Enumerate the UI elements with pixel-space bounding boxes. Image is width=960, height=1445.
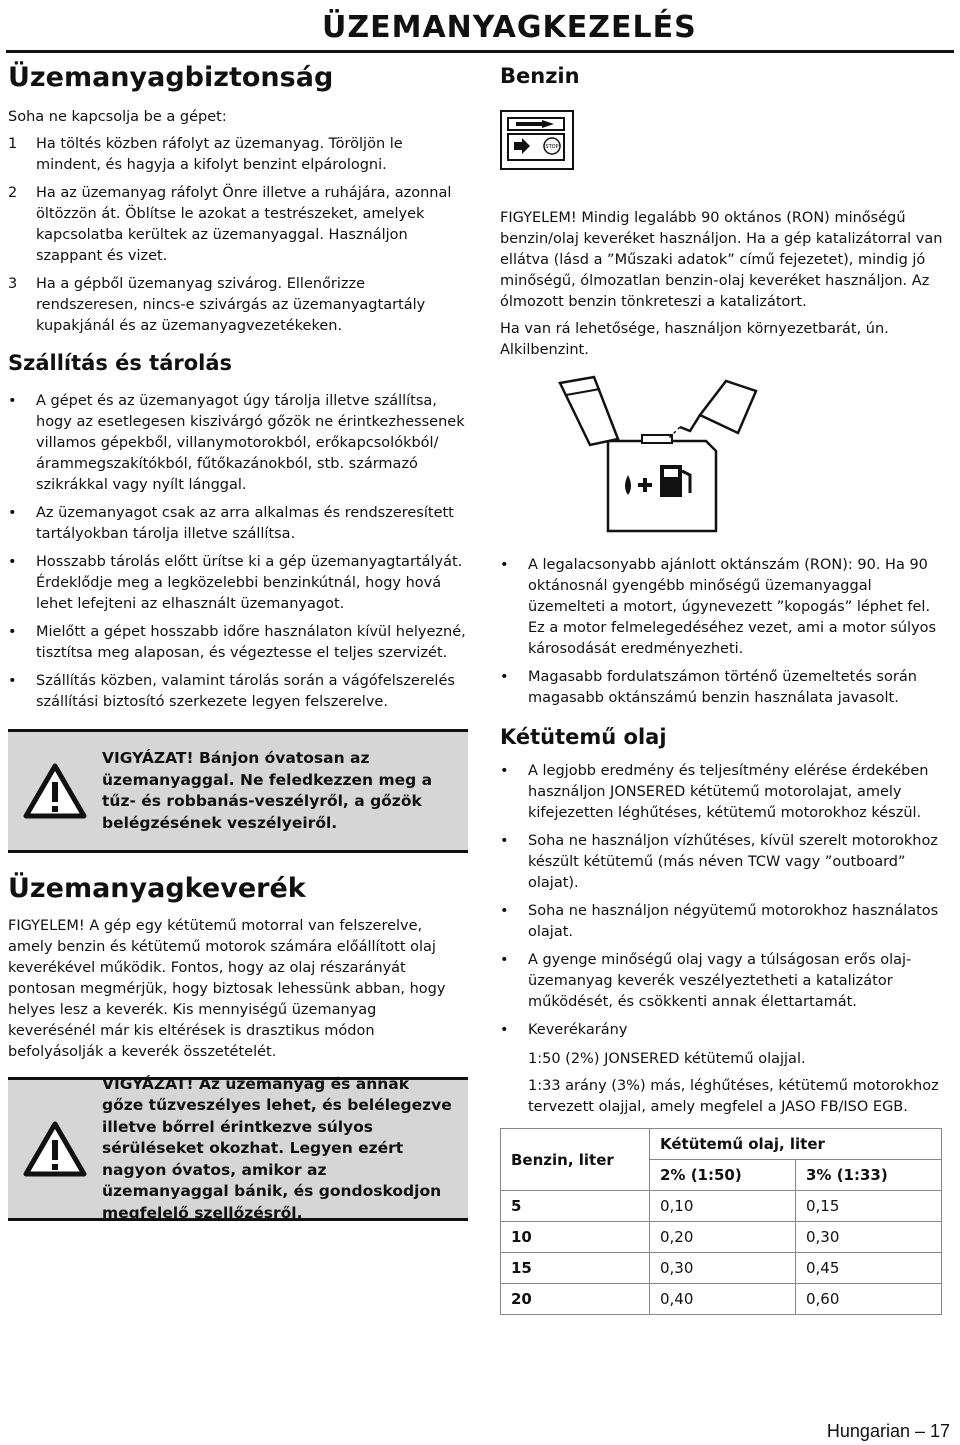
transport-item: • Szállítás közben, valamint tárolás során a vágófelszerelés szállítási biztosító szerkezete legyen felszerelve. [8, 673, 455, 710]
table-header-oil: Kétütemű olaj, liter [650, 1129, 942, 1160]
page-footer: Hungarian – 17 [826, 1421, 950, 1441]
transport-item: • A gépet és az üzemanyagot úgy tárolja illetve szállítsa, hogy az esetlegesen kiszivárgó gőzök ne érintkezhessenek villamos gépekből, villanymotorokból, erőkapcsolókból/ árammegszakítókból, fűtőkazánokból, stb. származó szikrákkal vagy nyílt lánggal. [8, 393, 465, 493]
safety-item: 3 Ha a gépből üzemanyag szivárog. Ellenőrizze rendszeresen, nincs-e szivárgás az üzemanyagtartály kupakjánál és az üzemanyagvezetékeken. [8, 276, 426, 334]
warning-triangle-icon [8, 1120, 102, 1178]
page-header-title: ÜZEMANYAGKEZELÉS [322, 10, 697, 45]
mix-text: FIGYELEM! A gép egy kétütemű motorral van felszerelve, amely benzin és kétütemű motorok számára előállított olaj keverékével működik. Fontos, hogy az olaj részarányát pontosan megmérjük, hogy biztosak lehessünk abban, hogy helyes lesz a keverék. Kis mennyiségű üzemanyag keverésénél már kis eltérések is drasztikus módon befolyásolják a keverék összetételét. [8, 918, 446, 1060]
transport-item: • Mielőtt a gépet hosszabb időre használaton kívül helyezné, tisztítsa meg alaposan, és végeztesse el teljes szervizét. [8, 624, 466, 661]
table-row: 15 0,30 0,45 [501, 1253, 942, 1284]
table-header-row [501, 1129, 942, 1160]
table-row: 5 0,10 0,15 [501, 1191, 942, 1222]
benzin-alkylate: Ha van rá lehetősége, használjon környezetbarát, ún. Alkilbenzint. [500, 321, 889, 358]
oil-bullet: • A gyenge minőségű olaj vagy a túlságosan erős olaj-üzemanyag keverék veszélyeztetheti a katalizátor működését, és csökkenti annak élettartamát. [500, 952, 912, 1010]
table-row: 20 0,40 0,60 [501, 1284, 942, 1315]
right-column [500, 60, 950, 1315]
stop-label: STOP [545, 144, 559, 150]
warning-text: VIGYÁZAT! Az üzemanyag és annak gőze tűzveszélyes lehet, és belélegezve illetve bőrrel érintkezve súlyos sérüléseket okozhat. Legyen ezért nagyon óvatos, amikor az üzemanyaggal bánik, és gondoskodjon megfelelő szellőzésről. [102, 1074, 452, 1222]
transport-item: • Hosszabb tárolás előtt ürítse ki a gép üzemanyagtartályát. Érdeklődje meg a legközelebbi benzinkútnál, hogy hová lehet lefejteni az elhasznált üzemanyagot. [8, 554, 463, 612]
benzin-bullet: • A legalacsonyabb ajánlott oktánszám (RON): 90. Ha 90 oktánosnál gyengébb minőségű üzemanyaggal üzemelteti a motort, úgynevezett ”kopogás” léphet fel. Ez a motor felmelegedéséhez vezet, ami a motor súlyos károsodását eredményezheti. [500, 557, 937, 657]
transport-heading: Szállítás és tárolás [8, 351, 233, 375]
oil-bullet: • Soha ne használjon vízhűtéses, kívül szerelt motorokhoz készült kétütemű (más néven TCW vagy ”outboard” olajat). [500, 833, 938, 891]
table-header-3pct: 3% (1:33) [796, 1160, 942, 1191]
safety-intro: Soha ne kapcsolja be a gépet: [8, 109, 227, 125]
warning-box-vapour [8, 1074, 468, 1222]
oil-bullet: • A legjobb eredmény és teljesítmény elérése érdekében használjon JONSERED kétütemű motorolajat, amely kifejezetten léghűtéses, kétütemű motorokhoz készül. [500, 763, 929, 821]
warning-triangle-icon [8, 762, 102, 820]
oil-bullet: • Keverékarány [500, 1022, 628, 1038]
oil-heading: Kétütemű olaj [500, 725, 667, 749]
left-column [8, 60, 468, 1221]
benzin-bullet: • Magasabb fordulatszámon történő üzemeltetés során magasabb oktánszámú benzin használata javasolt. [500, 669, 917, 706]
safety-item: 1 Ha töltés közben ráfolyt az üzemanyag. Töröljön le mindent, és hagyja a kifolyt benzint elpárologni. [8, 136, 403, 173]
ratio-jonsered: 1:50 (2%) JONSERED kétütemű olajjal. [528, 1051, 806, 1067]
mix-heading: Üzemanyagkeverék [8, 873, 306, 904]
pump-nozzle-symbol [500, 110, 574, 170]
mix-ratio-table [500, 1128, 942, 1315]
ratio-other: 1:33 arány (3%) más, léghűtéses, kétütemű motorokhoz tervezett olajjal, amely megfelel a JASO FB/ISO EGB. [528, 1078, 939, 1115]
warning-box-fuel [8, 729, 468, 853]
oil-bullet: • Soha ne használjon négyütemű motorokhoz használatos olajat. [500, 903, 939, 940]
safety-heading: Üzemanyagbiztonság [8, 62, 334, 93]
warning-text: VIGYÁZAT! Bánjon óvatosan az üzemanyaggal. Ne feledkezzen meg a tűz- és robbanás-veszélyről, a gőzök belégzésének veszélyeiről. [102, 749, 433, 832]
header-rule [6, 50, 954, 53]
fuel-can-illustration [530, 375, 790, 535]
table-header-2pct: 2% (1:50) [650, 1160, 796, 1191]
safety-item: 2 Ha az üzemanyag ráfolyt Önre illetve a ruhájára, azonnal öltözzön át. Öblítse le azokat a testrészeket, amelyek kapcsolatba kerültek az üzemanyaggal. Használjon szappant és vizet. [8, 185, 452, 264]
table-row: 10 0,20 0,30 [501, 1222, 942, 1253]
table-header-benzin: Benzin, liter [501, 1129, 650, 1191]
transport-item: • Az üzemanyagot csak az arra alkalmas és rendszeresített tartályokban tárolja illetve szállítsa. [8, 505, 454, 542]
benzin-heading: Benzin [500, 64, 580, 88]
benzin-note: FIGYELEM! Mindig legalább 90 oktános (RON) minőségű benzin/olaj keveréket használjon. Ha a gép katalizátorral van ellátva (lásd a ”Műszaki adatok” című fejezetet), mindig jó minőségű, ólmozatlan benzin-olaj keveréket használjon. Az ólmozott benzin tönkreteszi a katalizátort. [500, 210, 943, 310]
